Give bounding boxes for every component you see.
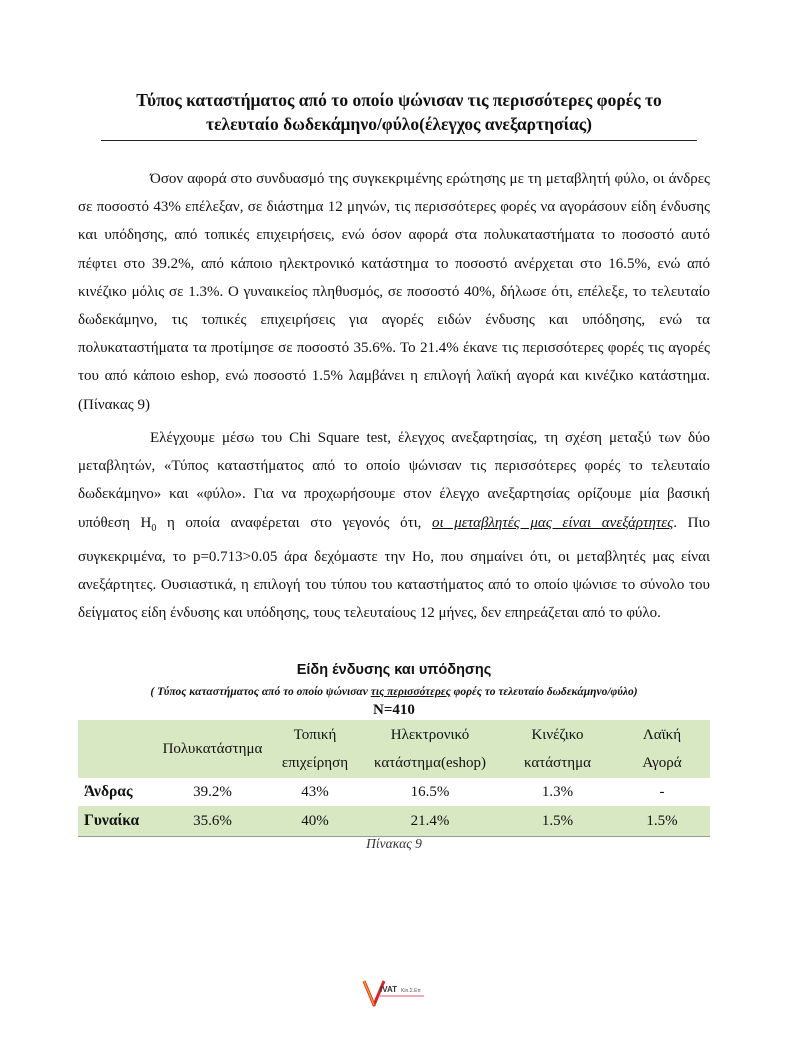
- column-header: [614, 720, 710, 778]
- page-heading: Τύπος καταστήματος από το οποίο ψώνισαν τις περισσότερες φορές το τελευταίο δωδεκάμηνο/φύλο(έλεγχος ανεξαρτησίας): [101, 88, 697, 141]
- table-header-row: [78, 720, 710, 778]
- paragraph-chi-square-text-2: η οποία αναφέρεται στο γεγονός ότι,: [156, 514, 432, 531]
- column-header-line: κατάστημα(eshop): [373, 755, 487, 771]
- column-header: [271, 720, 359, 778]
- column-header: [501, 720, 614, 778]
- table-cell: 1.5%: [614, 806, 710, 837]
- table-cell: 43%: [271, 778, 359, 806]
- table-cell: 35.6%: [154, 806, 271, 837]
- column-header-line: κατάστημα: [523, 755, 592, 771]
- table-row: [78, 806, 710, 837]
- hypothesis-subscript: 0: [151, 522, 157, 534]
- row-label: Γυναίκα: [78, 806, 154, 837]
- table-subtitle-underlined: τις περισσότερες: [370, 686, 451, 698]
- table-cell: 16.5%: [359, 778, 501, 806]
- paragraph-chi-square-text-1: Ελέγχουμε μέσω του Chi Square test, έλεγχος ανεξαρτησίας, τη σχέση μεταξύ των δύο μεταβλητών, «Τύπος καταστήματος από το οποίο ψώνισαν τις περισσότερες φορές το τελευταίο δωδεκάμηνο» και «φύλο». Για να προχωρήσουμε στον έλεγχο ανεξαρτησίας ορίζουμε μία βασική υπόθεση H: [78, 430, 710, 531]
- store-type-by-gender-table: [78, 720, 710, 837]
- paragraph-results-text: Όσον αφορά στο συνδυασμό της συγκεκριμένης ερώτησης με τη μεταβλητή φύλο, οι άνδρες σε ποσοστό 43% επέλεξαν, σε διάστημα 12 μηνών, τις περισσότερες φορές να αγοράσουν είδη ένδυσης και υπόδησης, από τοπικές επιχειρήσεις, ενώ όσον αφορά στα πολυκαταστήματα το ποσοστό αυτό πέφτει στο 39.2%, από κάποιο ηλεκτρονικό κατάστημα το ποσοστό ανέρχεται στο 16.5%, ενώ από κινέζικο μόλις σε 1.3%. Ο γυναικείος πληθυσμός, σε ποσοστό 40%, δήλωσε ότι, επέλεξε, το τελευταίο δωδεκάμηνο, τις τοπικές επιχειρήσεις για αγορές ειδών ένδυσης και υπόδησης, ενώ τα πολυκαταστήματα τα προτίμησε σε ποσοστό 35.6%. Το 21.4% έκανε τις περισσότερες φορές τις αγορές του από κάποιο eshop, ενώ ποσοστό 1.5% λαμβάνει η επιλογή λαϊκή αγορά και κινέζικο κατάστημα. (Πίνακας 9): [78, 171, 710, 413]
- table-caption: Πίνακας 9: [366, 836, 422, 851]
- hypothesis-emphasis: οι μεταβλητές μας είναι ανεξάρτητες: [432, 514, 674, 531]
- table-cell: -: [614, 778, 710, 806]
- table-subtitle-part-2: φορές το τελευταίο δωδεκάμηνο/φύλο): [450, 686, 638, 698]
- paragraph-chi-square: [78, 424, 710, 627]
- table-subtitle-part-1: ( Τύπος καταστήματος από το οποίο ψώνισαν: [150, 686, 371, 698]
- svg-text:IVAT: IVAT: [380, 985, 398, 994]
- table-cell: 1.5%: [501, 806, 614, 837]
- table-subtitle: [78, 686, 710, 698]
- column-header-line: επιχείρηση: [281, 755, 349, 771]
- column-header-line: Τοπική: [293, 727, 337, 743]
- table-row: [78, 778, 710, 806]
- column-header-line: Πολυκατάστημα: [162, 741, 263, 757]
- table-cell: 21.4%: [359, 806, 501, 837]
- column-header-line: Λαϊκή: [642, 727, 682, 743]
- table-sample-size: N=410: [373, 702, 415, 718]
- table-cell: 1.3%: [501, 778, 614, 806]
- table-cell: 39.2%: [154, 778, 271, 806]
- paragraph-results: [78, 165, 710, 419]
- table-cell: 40%: [271, 806, 359, 837]
- svg-text:Kin.Σ.Επ: Kin.Σ.Επ: [401, 988, 421, 994]
- company-logo: [362, 975, 442, 1015]
- column-header: [359, 720, 501, 778]
- paragraph-chi-square-text-3: . Πιο συγκεκριμένα, το p=0.713>0.05 άρα δεχόμαστε την Ho, που σημαίνει ότι, οι μεταβλητές μας είναι ανεξάρτητες. Ουσιαστικά, η επιλογή του τύπου του καταστήματος από το οποίο ψώνισε το σύνολο του δείγματος είδη ένδυσης και υπόδησης, τους τελευταίους 12 μήνες, δεν επηρεάζεται από το φύλο.: [78, 514, 711, 622]
- column-header-line: Αγορά: [642, 755, 682, 771]
- row-label: Άνδρας: [78, 778, 154, 806]
- column-header: [154, 720, 271, 778]
- table-header-empty: [78, 720, 154, 778]
- table-title: Είδη ένδυσης και υπόδησης: [296, 662, 492, 678]
- column-header-line: Κινέζικο: [531, 727, 584, 743]
- column-header-line: Ηλεκτρονικό: [390, 727, 470, 743]
